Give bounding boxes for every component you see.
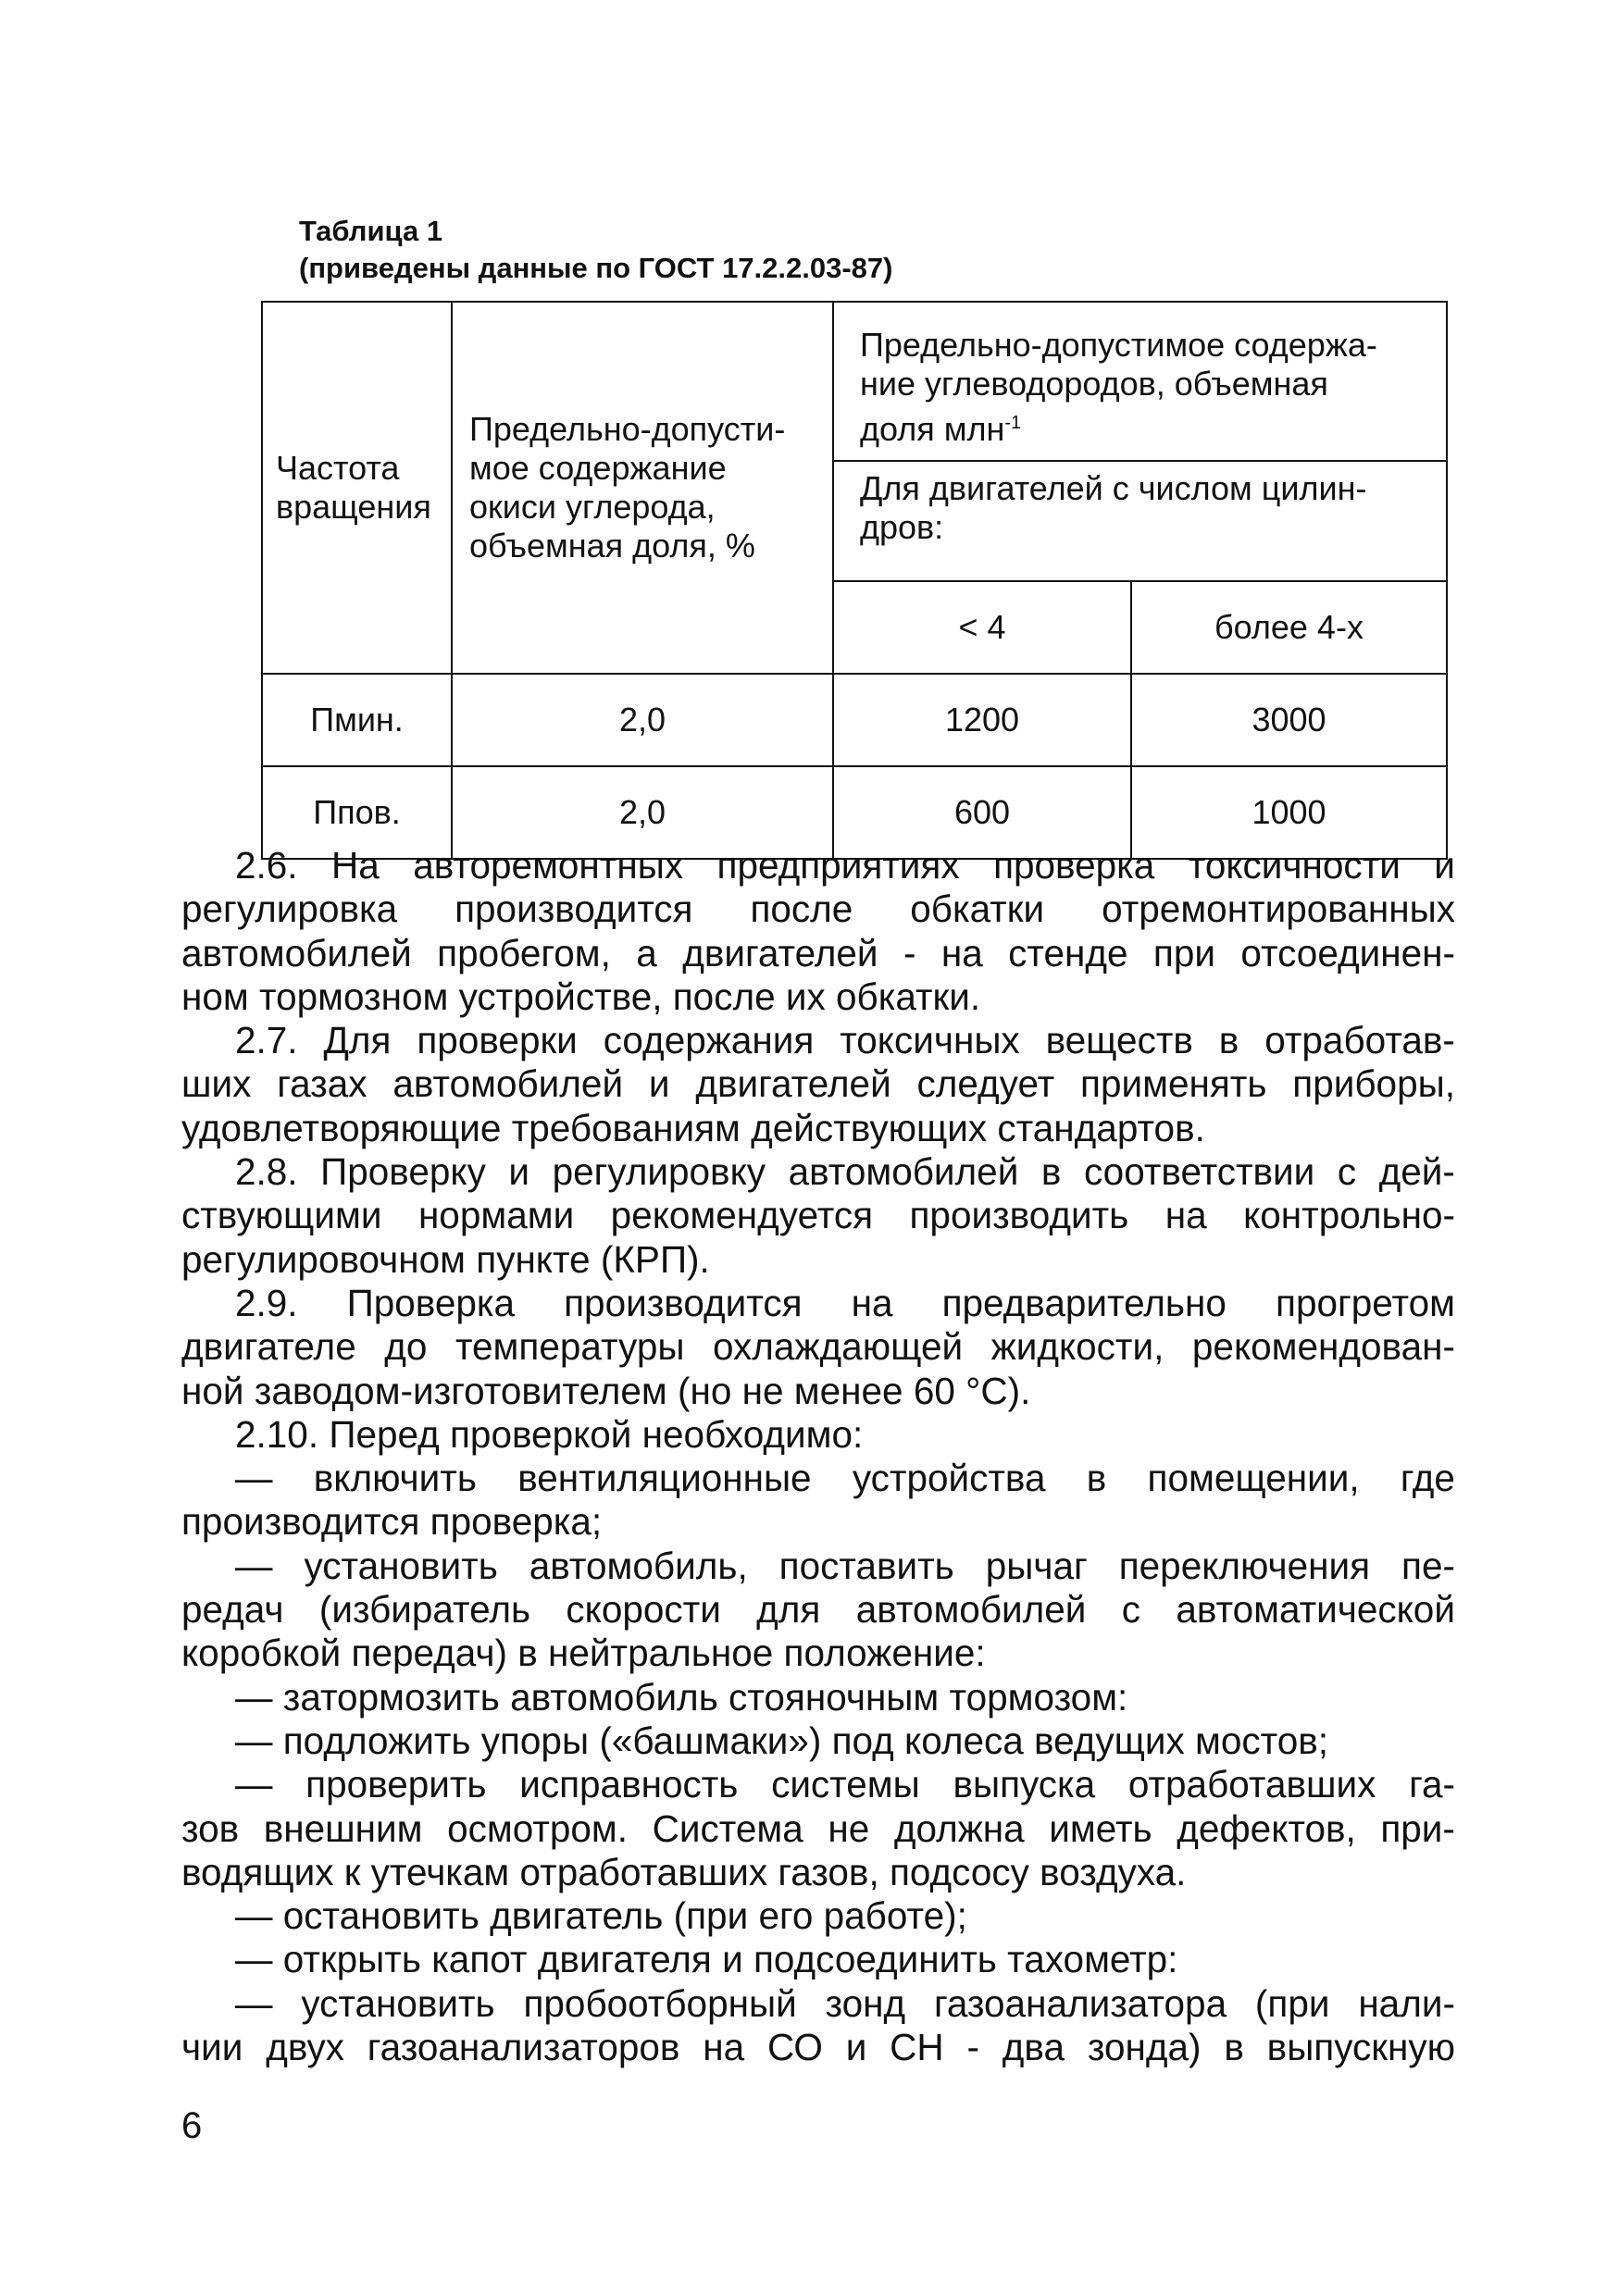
text-line: редач (избиратель скорости для автомобилей с автоматической: [181, 1588, 1455, 1632]
text-line: — проверить исправность системы выпуска отработавших га-: [235, 1763, 1455, 1806]
text-line: производится проверка;: [181, 1500, 603, 1544]
table-cell: 1200: [833, 674, 1131, 766]
text-line: регулировка производится после обкатки отремонтированных: [181, 887, 1455, 931]
text-line: 2.6. На авторемонтных предприятиях проверка токсичности и: [235, 844, 1455, 887]
header-hc-content: Предельно-допустимое содержа- ние углеводородов, объемная доля млн$^{-1}$: [833, 302, 1447, 461]
header-rotation-frequency: Частота вращения: [262, 302, 452, 674]
text-line: коробкой передач) в нейтральное положение:: [181, 1632, 986, 1675]
text-line: — установить автомобиль, поставить рычаг переключения пе-: [235, 1544, 1455, 1587]
text-line: 2.10. Перед проверкой необходимо:: [235, 1412, 864, 1456]
table-cell: Ппов.: [262, 766, 452, 859]
text-line: ном тормозном устройстве, после их обкатки.: [181, 974, 981, 1018]
text-line: удовлетворяющие требованиям действующих стандартов.: [181, 1106, 1205, 1149]
table-cell: 2,0: [452, 766, 833, 859]
header-co-content: Предельно-допусти- мое содержание окиси углерода, объемная доля, %: [452, 302, 833, 674]
table-title: Таблица 1: [299, 215, 443, 247]
text-line: 2.8. Проверку и регулировку автомобилей в соответствии с дей-: [235, 1150, 1455, 1194]
text-line: 2.9. Проверка производится на предварительно прогретом: [235, 1281, 1455, 1324]
text-line: регулировочном пункте (КРП).: [181, 1237, 710, 1281]
table-cell: 2,0: [452, 674, 833, 766]
table-cell: Пмин.: [262, 674, 452, 766]
text-line: — остановить двигатель (при его работе);: [235, 1894, 967, 1938]
text-line: водящих к утечкам отработавших газов, подсосу воздуха.: [181, 1850, 1187, 1893]
text-line: — установить пробоотборный зонд газоанализатора (при нали-: [235, 1981, 1455, 2025]
table-cell: 3000: [1131, 674, 1447, 766]
table-cell: 600: [833, 766, 1131, 859]
text-line: двигателе до температуры охлаждающей жидкости, рекомендован-: [181, 1325, 1455, 1369]
text-line: автомобилей пробегом, а двигателей - на стенде при отсоединен-: [181, 931, 1455, 974]
text-line: — затормозить автомобиль стояночным тормозом:: [235, 1675, 1128, 1719]
header-less-than-4: < 4: [833, 581, 1131, 674]
body-text: [181, 844, 1455, 2069]
page-number: 6: [181, 2105, 203, 2146]
text-line: — открыть капот двигателя и подсоединить тахометр:: [235, 1938, 1178, 1981]
text-line: чии двух газоанализаторов на СО и СН - два зонда) в выпускную: [181, 2026, 1455, 2069]
toxicity-norms-table: [261, 301, 1448, 860]
text-line: ной заводом-изготовителем (но не менее 60 °С).: [181, 1369, 1031, 1412]
text-line: ших газах автомобилей и двигателей следует применять приборы,: [181, 1062, 1455, 1106]
text-line: 2.7. Для проверки содержания токсичных веществ в отработав-: [235, 1019, 1455, 1062]
text-line: — подложить упоры («башмаки») под колеса ведущих мостов;: [235, 1719, 1329, 1762]
text-line: ствующими нормами рекомендуется производить на контрольно-: [181, 1194, 1455, 1237]
header-more-than-4: более 4-х: [1131, 581, 1447, 674]
table-caption: [299, 213, 892, 287]
text-line: — включить вентиляционные устройства в помещении, где: [235, 1457, 1455, 1500]
text-line: зов внешним осмотром. Система не должна иметь дефектов, при-: [181, 1806, 1455, 1850]
table-header-row: [262, 302, 1447, 461]
table-source-note: (приведены данные по ГОСТ 17.2.2.03-87): [299, 252, 893, 284]
table-row: [262, 674, 1447, 766]
header-cylinders: Для двигателей с числом цилин- дров:: [833, 461, 1447, 581]
table-cell: 1000: [1131, 766, 1447, 859]
